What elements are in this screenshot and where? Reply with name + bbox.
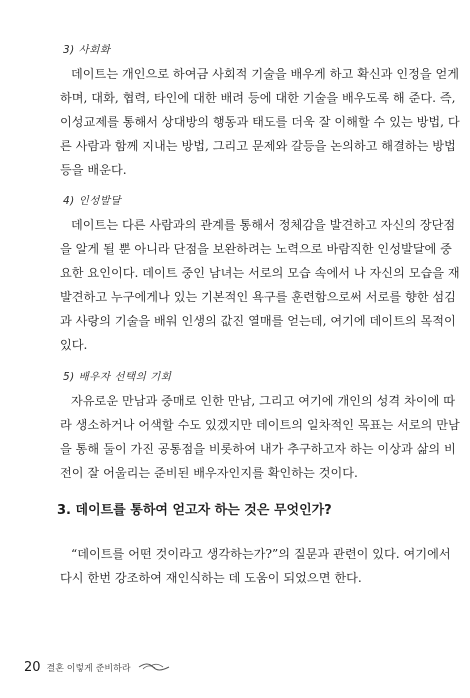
page-footer	[24, 659, 171, 675]
paragraph-line: 전이 잘 어울리는 준비된 배우자인지를 확인하는 것이다.	[60, 466, 358, 480]
paragraph-line: 자유로운 만남과 중매로 인한 만남, 그리고 여기에 개인의 성격 차이에 따	[71, 394, 456, 408]
paragraph-line: 을 알게 될 뿐 아니라 단점을 보완하려는 노력으로 바람직한 인성발달에 중	[60, 242, 452, 256]
paragraph-line: 있다.	[60, 338, 88, 352]
paragraph-line: 과 사랑의 기술을 배워 인생의 값진 열매를 얻는데, 여기에 데이트의 목적이	[60, 314, 456, 328]
paragraph-line: 하며, 대화, 협력, 타인에 대한 배려 등에 대한 기술을 배우도록 해 준다. 즉,	[60, 91, 456, 105]
paragraph-line: 데이트는 개인으로 하여금 사회적 기술을 배우게 하고 확신과 인정을 얻게	[71, 67, 460, 81]
page-number: 20	[24, 659, 41, 675]
paragraph-line: 등을 배운다.	[60, 163, 127, 177]
paragraph-line: 데이트는 다른 사람과의 관계를 통해서 정체감을 발견하고 자신의 장단점	[71, 218, 456, 232]
paragraph-line: 발견하고 누구에게나 있는 기본적인 욕구를 훈련함으로써 서로를 향한 섬김	[60, 290, 456, 304]
running-title: 결혼 이렇게 준비하라	[46, 663, 131, 674]
paragraph-line: 요한 요인이다. 데이트 중인 남녀는 서로의 모습 속에서 나 자신의 모습을 재	[60, 266, 460, 280]
flourish-ornament-icon	[137, 662, 171, 672]
paragraph-line: 다시 한번 강조하여 재인식하는 데 도움이 되었으면 한다.	[60, 571, 362, 585]
section-title: 3. 데이트를 통하여 얻고자 하는 것은 무엇인가?	[57, 503, 332, 518]
section-5-heading: 5) 배우자 선택의 기회	[63, 371, 172, 383]
paragraph-line: 른 사람과 함께 지내는 방법, 그리고 문제와 갈등을 논의하고 해결하는 방법	[60, 139, 456, 153]
section-3-heading: 3) 사회화	[63, 44, 111, 56]
section-4-heading: 4) 인성발달	[63, 195, 122, 207]
paragraph-line: “데이트를 어떤 것이라고 생각하는가?”의 질문과 관련이 있다. 여기에서	[71, 547, 451, 561]
paragraph-line: 라 생소하거나 어색할 수도 있겠지만 데이트의 일차적인 목표는 서로의 만남	[60, 418, 460, 432]
paragraph-line: 이성교제를 통해서 상대방의 행동과 태도를 더욱 잘 이해할 수 있는 방법, 다	[60, 115, 460, 129]
paragraph-line: 을 통해 둘이 가진 공통점을 비롯하여 내가 추구하고자 하는 이상과 삶의 비	[60, 442, 456, 456]
